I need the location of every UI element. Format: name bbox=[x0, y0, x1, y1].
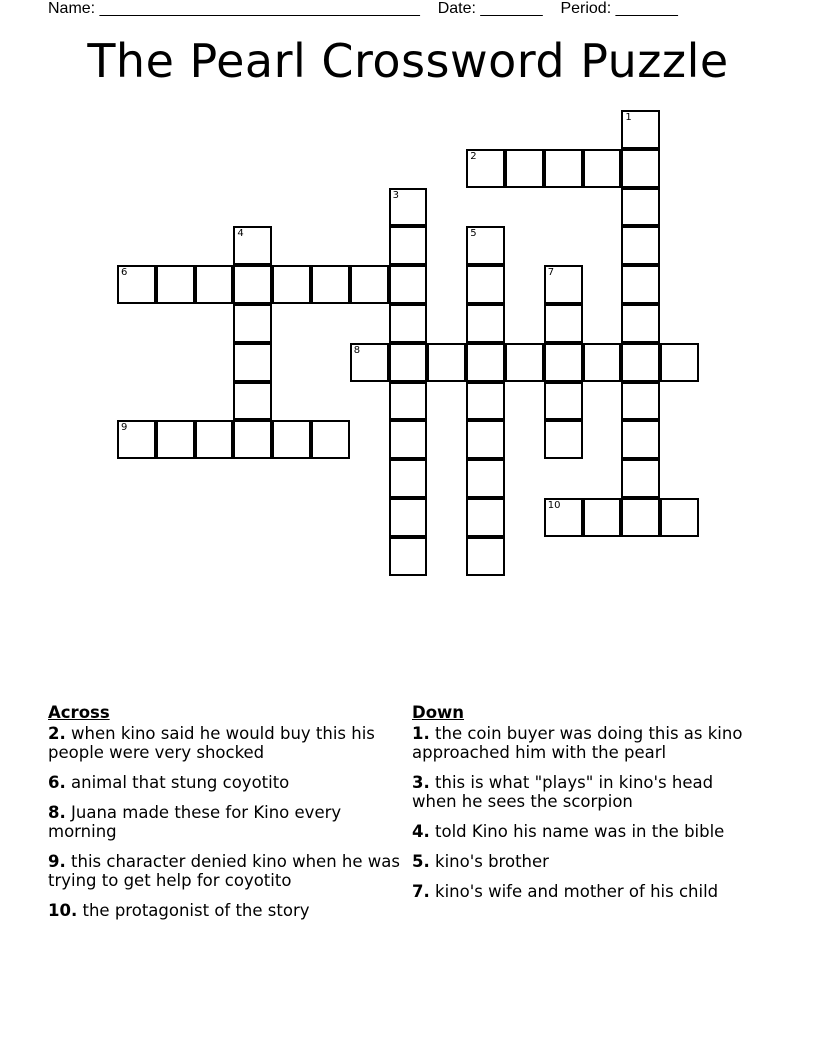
grid-cell[interactable] bbox=[544, 498, 583, 537]
clue-number: 10 bbox=[48, 901, 71, 920]
grid-cell[interactable] bbox=[466, 265, 505, 304]
clue-number: 3 bbox=[412, 773, 424, 792]
clue-across-2: 2. when kino said he would buy this his people were very shocked bbox=[48, 724, 375, 762]
grid-cell[interactable] bbox=[621, 149, 660, 188]
grid-cell[interactable] bbox=[466, 343, 505, 382]
grid-cell[interactable] bbox=[583, 343, 622, 382]
cell-number: 4 bbox=[237, 228, 244, 240]
grid-cell[interactable] bbox=[660, 343, 699, 382]
grid-cell[interactable] bbox=[544, 420, 583, 459]
cell-number: 9 bbox=[121, 422, 128, 434]
grid-cell[interactable] bbox=[544, 343, 583, 382]
clue-number: 5 bbox=[412, 852, 424, 871]
clue-text: when kino said he would buy this his people were very shocked bbox=[48, 724, 375, 762]
clue-down-1: 1. the coin buyer was doing this as kino approached him with the pearl bbox=[412, 724, 743, 762]
clue-down-5: 5. kino's brother bbox=[412, 852, 549, 871]
grid-cell[interactable] bbox=[389, 265, 428, 304]
cell-number: 5 bbox=[470, 228, 477, 240]
grid-cell[interactable] bbox=[621, 110, 660, 149]
grid-cell[interactable] bbox=[117, 420, 156, 459]
grid-cell[interactable] bbox=[466, 537, 505, 576]
grid-cell[interactable] bbox=[466, 304, 505, 343]
grid-cell[interactable] bbox=[466, 226, 505, 265]
clue-down-7: 7. kino's wife and mother of his child bbox=[412, 882, 719, 901]
grid-cell[interactable] bbox=[311, 265, 350, 304]
across-heading: Across bbox=[48, 703, 110, 722]
clue-number: 2 bbox=[48, 724, 60, 743]
grid-cell[interactable] bbox=[466, 498, 505, 537]
grid-cell[interactable] bbox=[233, 304, 272, 343]
grid-cell[interactable] bbox=[195, 265, 234, 304]
clue-text: kino's brother bbox=[435, 852, 549, 871]
grid-cell[interactable] bbox=[272, 265, 311, 304]
grid-cell[interactable] bbox=[505, 149, 544, 188]
clue-text: kino's wife and mother of his child bbox=[435, 882, 719, 901]
grid-cell[interactable] bbox=[583, 149, 622, 188]
grid-cell[interactable] bbox=[621, 498, 660, 537]
grid-cell[interactable] bbox=[156, 265, 195, 304]
clue-text: told Kino his name was in the bible bbox=[435, 822, 725, 841]
grid-cell[interactable] bbox=[389, 226, 428, 265]
grid-cell[interactable] bbox=[272, 420, 311, 459]
grid-cell[interactable] bbox=[544, 265, 583, 304]
clue-text: Juana made these for Kino every morning bbox=[48, 803, 342, 841]
grid-cell[interactable] bbox=[544, 382, 583, 421]
grid-cell[interactable] bbox=[466, 149, 505, 188]
grid-cell[interactable] bbox=[389, 304, 428, 343]
grid-cell[interactable] bbox=[350, 343, 389, 382]
grid-cell[interactable] bbox=[660, 498, 699, 537]
clue-number: 6 bbox=[48, 773, 60, 792]
clue-across-10: 10. the protagonist of the story bbox=[48, 901, 310, 920]
grid-cell[interactable] bbox=[350, 265, 389, 304]
clue-across-6: 6. animal that stung coyotito bbox=[48, 773, 290, 792]
grid-cell[interactable] bbox=[233, 382, 272, 421]
clue-down-3: 3. this is what "plays" in kino's head when he sees the scorpion bbox=[412, 773, 714, 811]
down-clues bbox=[412, 703, 762, 912]
down-heading: Down bbox=[412, 703, 465, 722]
grid-cell[interactable] bbox=[621, 188, 660, 227]
clue-number: 9 bbox=[48, 852, 60, 871]
grid-cell[interactable] bbox=[117, 265, 156, 304]
grid-cell[interactable] bbox=[311, 420, 350, 459]
clue-number: 4 bbox=[412, 822, 424, 841]
cell-number: 3 bbox=[392, 189, 399, 201]
grid-cell[interactable] bbox=[389, 459, 428, 498]
clue-text: this character denied kino when he was trying to get help for coyotito bbox=[48, 852, 400, 890]
grid-cell[interactable] bbox=[156, 420, 195, 459]
clue-number: 7 bbox=[412, 882, 424, 901]
cell-number: 6 bbox=[121, 267, 128, 279]
clue-across-8: 8. Juana made these for Kino every morning bbox=[48, 803, 342, 841]
grid-cell[interactable] bbox=[544, 149, 583, 188]
cell-number: 10 bbox=[547, 500, 561, 511]
cell-number: 7 bbox=[547, 267, 555, 279]
grid-cell[interactable] bbox=[621, 304, 660, 343]
cell-number: 8 bbox=[353, 344, 361, 356]
clue-down-4: 4. told Kino his name was in the bible bbox=[412, 822, 725, 841]
grid-cell[interactable] bbox=[621, 265, 660, 304]
grid-cell[interactable] bbox=[195, 420, 234, 459]
name-date-period-line: Name: ____________________________________ Date: _______ Period: _______ bbox=[48, 0, 678, 17]
grid-cell[interactable] bbox=[505, 343, 544, 382]
grid-cell[interactable] bbox=[389, 343, 428, 382]
cell-number: 2 bbox=[470, 150, 477, 162]
clue-number: 1 bbox=[412, 724, 424, 743]
grid-cell[interactable] bbox=[583, 498, 622, 537]
grid-cell[interactable] bbox=[466, 382, 505, 421]
grid-cell[interactable] bbox=[233, 420, 272, 459]
clue-text: animal that stung coyotito bbox=[71, 773, 290, 792]
grid-cell[interactable] bbox=[621, 343, 660, 382]
cell-number: 1 bbox=[625, 112, 632, 123]
grid-cell[interactable] bbox=[621, 420, 660, 459]
grid-cell[interactable] bbox=[389, 537, 428, 576]
across-clues bbox=[48, 703, 408, 931]
grid-cell[interactable] bbox=[233, 265, 272, 304]
grid-cell[interactable] bbox=[544, 304, 583, 343]
grid-cell[interactable] bbox=[233, 226, 272, 265]
grid-cell[interactable] bbox=[427, 343, 466, 382]
grid-cell[interactable] bbox=[233, 343, 272, 382]
grid-cell[interactable] bbox=[466, 459, 505, 498]
grid-cell[interactable] bbox=[466, 420, 505, 459]
clue-text: the coin buyer was doing this as kino approached him with the pearl bbox=[412, 724, 743, 762]
page-title: The Pearl Crossword Puzzle bbox=[87, 34, 729, 88]
grid-cell[interactable] bbox=[389, 382, 428, 421]
clue-across-9: 9. this character denied kino when he was trying to get help for coyotito bbox=[48, 852, 400, 890]
grid-cell[interactable] bbox=[621, 382, 660, 421]
grid-cell[interactable] bbox=[389, 188, 428, 227]
grid-cell[interactable] bbox=[389, 420, 428, 459]
grid-cell[interactable] bbox=[389, 498, 428, 537]
grid-cell[interactable] bbox=[621, 459, 660, 498]
clue-text: this is what "plays" in kino's head when he sees the scorpion bbox=[412, 773, 714, 811]
grid-cell[interactable] bbox=[621, 226, 660, 265]
clue-number: 8 bbox=[48, 803, 60, 822]
clue-text: the protagonist of the story bbox=[82, 901, 310, 920]
